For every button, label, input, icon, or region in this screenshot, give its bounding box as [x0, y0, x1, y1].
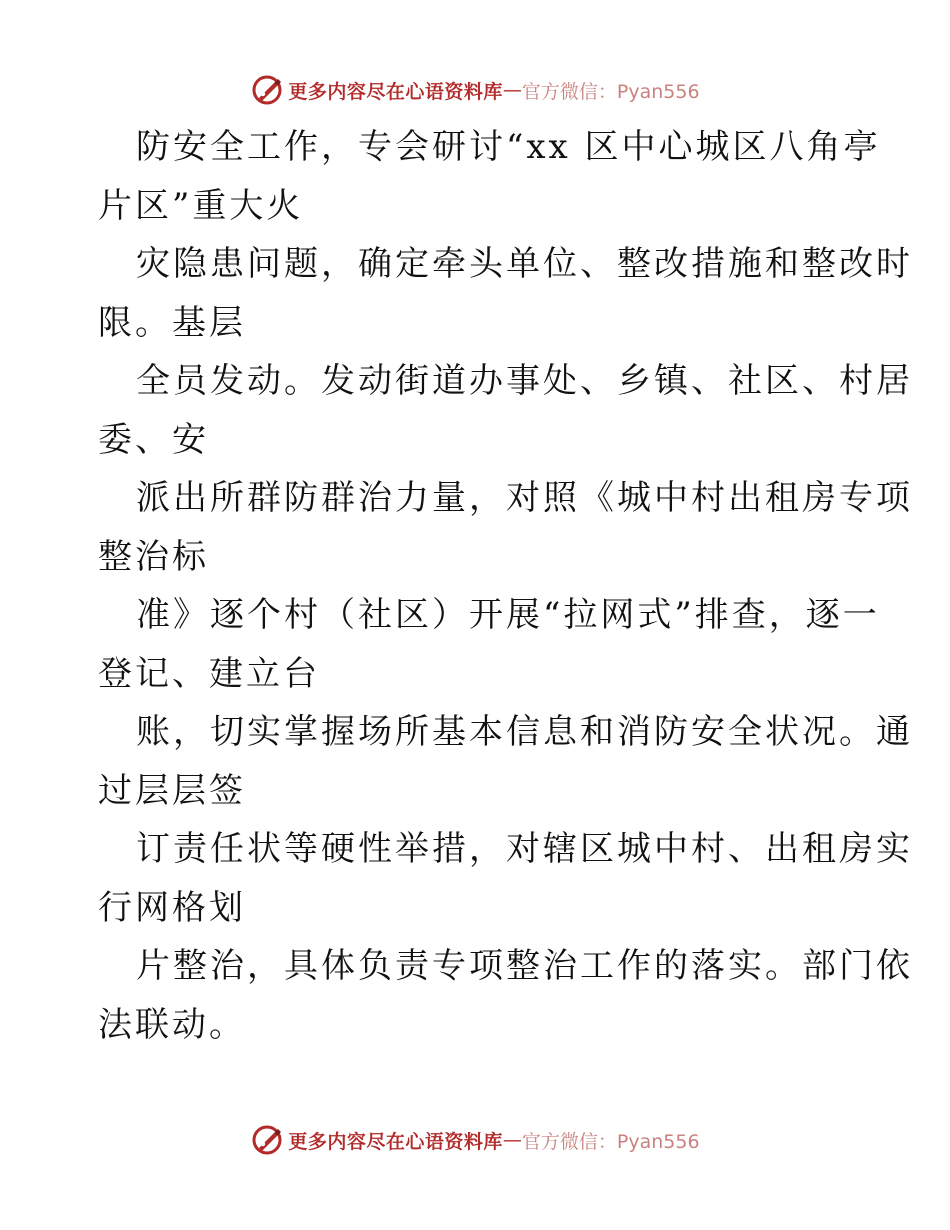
text-line: 委、安: [98, 419, 209, 460]
text-line: 准》逐个村（社区）开展“拉网式”排查，逐一: [136, 595, 880, 635]
pen-logo-icon: [250, 1123, 284, 1157]
document-body: [98, 118, 913, 1054]
text-line: 片区”重大火: [98, 185, 304, 226]
header-banner: [0, 70, 950, 110]
text-line: 全员发动。发动街道办事处、乡镇、社区、村居: [136, 361, 913, 401]
pen-logo-icon: [250, 73, 284, 107]
text-line: 订责任状等硬性举措，对辖区城中村、出租房实: [136, 829, 913, 869]
banner-contact: 官方微信：Pyan556: [521, 1130, 700, 1153]
banner-text: 更多内容尽在心语资料库: [288, 80, 503, 103]
banner-contact: 官方微信：Pyan556: [521, 80, 700, 103]
text-line: 整治标: [98, 536, 209, 577]
banner-separator: —: [502, 1129, 522, 1151]
text-line: 防安全工作，专会研讨“xx 区中心城区八角亭: [136, 127, 881, 167]
text-line: 账，切实掌握场所基本信息和消防安全状况。通: [136, 712, 913, 752]
banner-separator: —: [502, 79, 522, 101]
banner-text: 更多内容尽在心语资料库: [288, 1130, 503, 1153]
text-line: 派出所群防群治力量，对照《城中村出租房专项: [136, 478, 913, 518]
text-line: 法联动。: [98, 1004, 246, 1045]
text-line: 登记、建立台: [98, 653, 320, 694]
text-line: 灾隐患问题，确定牵头单位、整改措施和整改时: [136, 244, 913, 284]
text-line: 片整治，具体负责专项整治工作的落实。部门依: [136, 946, 913, 986]
text-line: 行网格划: [98, 887, 246, 928]
footer-banner: [0, 1120, 950, 1160]
text-line: 限。基层: [98, 302, 246, 343]
text-line: 过层层签: [98, 770, 246, 811]
